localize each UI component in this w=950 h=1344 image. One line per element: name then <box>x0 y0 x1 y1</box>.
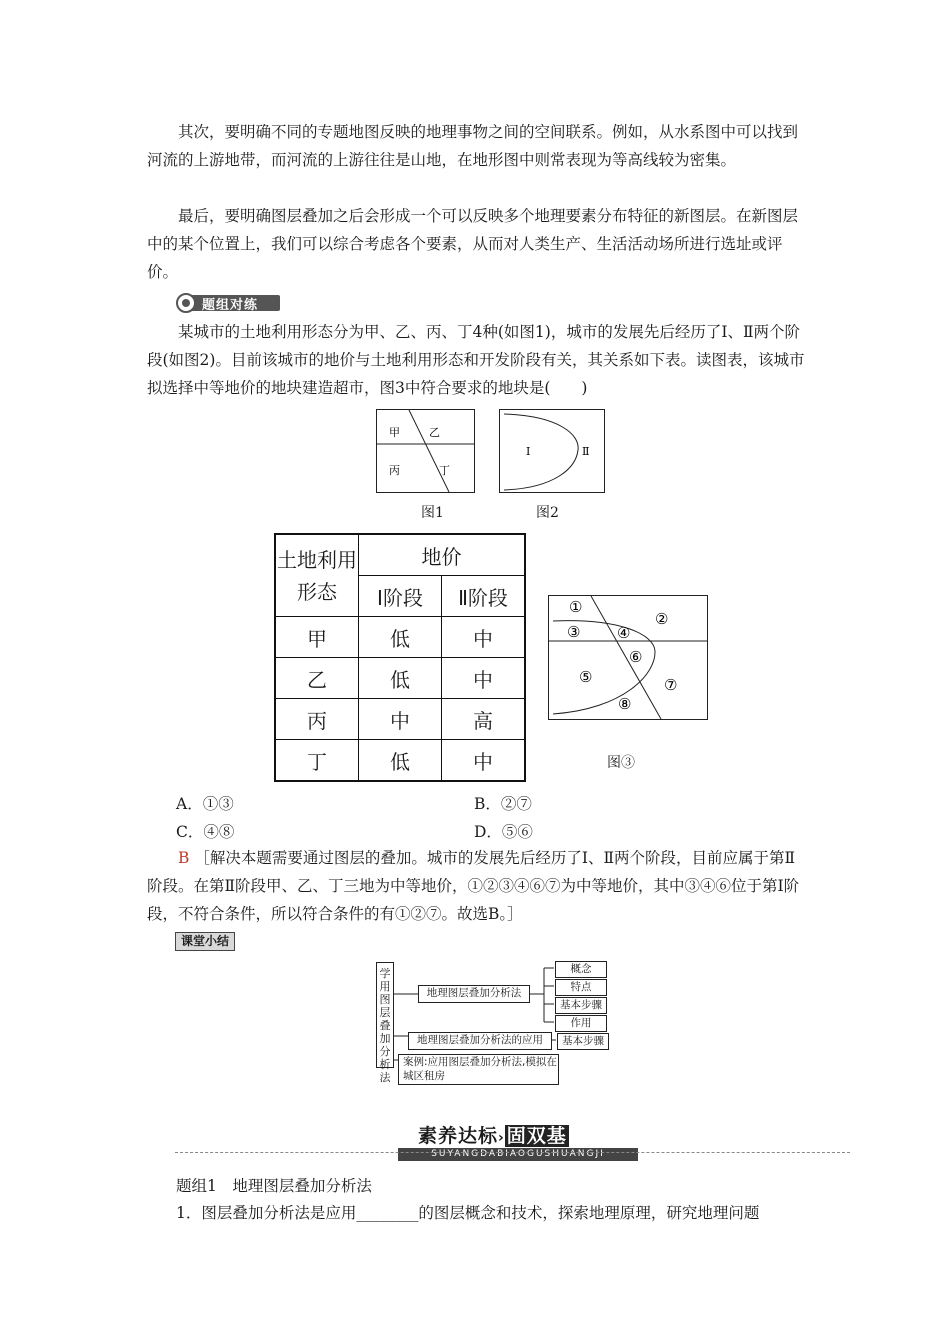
fig3-label-3: ③ <box>567 623 581 641</box>
table-row <box>275 699 525 740</box>
table-header-land-use: 土地利用形态 <box>275 534 359 617</box>
table-cell: 低 <box>359 740 442 782</box>
target-icon <box>176 293 196 313</box>
practice-badge <box>176 293 282 313</box>
summary-branch-method: 地理图层叠加分析法 <box>418 985 530 1003</box>
figure-1-land-use <box>376 409 475 493</box>
table-cell: 中 <box>442 617 526 658</box>
table-cell: 高 <box>442 699 526 740</box>
table-header-stage1: Ⅰ阶段 <box>359 576 442 617</box>
fig1-caption: 图1 <box>421 505 444 521</box>
section-divider <box>175 1152 850 1153</box>
table-cell: 甲 <box>275 617 359 658</box>
figure-3-overlay <box>548 595 708 720</box>
option-a: A．①③ <box>176 795 234 813</box>
table-cell: 中 <box>442 740 526 782</box>
summary-leaf-steps: 基本步骤 <box>555 997 607 1014</box>
fig3-label-4: ④ <box>617 624 631 642</box>
exercise-question-1: 1．图层叠加分析法是应用________的图层概念和技术，探索地理原理，研究地理问题 <box>176 1204 760 1222</box>
fig2-caption: 图2 <box>536 505 559 521</box>
option-d: D．⑤⑥ <box>474 823 533 841</box>
fig1-label-yi: 乙 <box>429 426 440 439</box>
fig3-label-7: ⑦ <box>664 676 678 694</box>
land-price-table <box>274 533 526 782</box>
banner-title: 素养达标› 固双基 <box>418 1125 567 1147</box>
answer-letter: B <box>178 849 190 867</box>
table-header-stage2: Ⅱ阶段 <box>442 576 526 617</box>
fig3-label-5: ⑤ <box>579 668 593 686</box>
fig3-label-2: ② <box>655 610 669 628</box>
table-cell: 低 <box>359 658 442 699</box>
figure-2-stages <box>499 409 605 493</box>
fig3-label-1: ① <box>569 598 583 616</box>
fig3-label-6: ⑥ <box>629 648 643 666</box>
fig2-label-stage1: Ⅰ <box>526 445 531 458</box>
table-cell: 低 <box>359 617 442 658</box>
summary-leaf-steps-2: 基本步骤 <box>557 1033 609 1050</box>
table-header-price: 地价 <box>359 534 526 576</box>
answer-explanation: ［解决本题需要通过图层的叠加。城市的发展先后经历了Ⅰ、Ⅱ两个阶段，目前应属于第Ⅱ阶段。在第Ⅱ阶段甲、乙、丁三地为中等地价，①②③④⑥⑦为中等地价，其中③④⑥位于第Ⅰ阶段，不符合条件，所以符合条件的有①②⑦。故选B。］ <box>147 849 800 923</box>
option-c: C．④⑧ <box>176 823 235 841</box>
exercise-group-title: 题组1 地理图层叠加分析法 <box>176 1177 372 1195</box>
paragraph-spatial-relations: 其次，要明确不同的专题地图反映的地理事物之间的空间联系。例如，从水系图中可以找到河流的上游地带，而河流的上游往往是山地，在地形图中则常表现为等高线较为密集。 <box>147 123 799 169</box>
practice-badge-label: 题组对练 <box>202 298 259 313</box>
banner-subtitle: SUYANGDABIAOGUSHUANGJI <box>398 1148 638 1161</box>
fig3-caption: 图③ <box>607 755 635 771</box>
fig2-label-stage2: Ⅱ <box>582 445 590 458</box>
summary-leaf-function: 作用 <box>555 1015 607 1032</box>
table-cell: 丁 <box>275 740 359 782</box>
option-b: B．②⑦ <box>474 795 532 813</box>
summary-tag: 课堂小结 <box>175 932 235 951</box>
summary-root: 学用图层叠加分析法 <box>376 962 394 1068</box>
summary-branch-application: 地理图层叠加分析法的应用 <box>408 1032 552 1050</box>
fig3-label-8: ⑧ <box>618 695 632 713</box>
answer-block <box>147 844 807 928</box>
table-cell: 乙 <box>275 658 359 699</box>
table-row <box>275 740 525 782</box>
table-row <box>275 617 525 658</box>
paragraph-new-layer: 最后，要明确图层叠加之后会形成一个可以反映多个地理要素分布特征的新图层。在新图层中的某个位置上，我们可以综合考虑各个要素，从而对人类生产、生活活动场所进行选址或评价。 <box>147 207 799 281</box>
table-cell: 中 <box>442 658 526 699</box>
table-cell: 丙 <box>275 699 359 740</box>
table-row <box>275 658 525 699</box>
summary-leaf-features: 特点 <box>555 979 607 996</box>
fig1-label-jia: 甲 <box>389 426 400 439</box>
fig1-label-ding: 丁 <box>439 464 450 477</box>
table-cell: 中 <box>359 699 442 740</box>
fig1-label-bing: 丙 <box>389 464 400 477</box>
question-stem: 某城市的土地利用形态分为甲、乙、丙、丁4种(如图1)，城市的发展先后经历了Ⅰ、Ⅱ两个阶段(如图2)。目前该城市的地价与土地利用形态和开发阶段有关，其关系如下表。读图表，该城市拟选择中等地价的地块建造超市，图3中符合要求的地块是( ) <box>147 323 805 397</box>
summary-branch-case: 案例:应用图层叠加分析法,模拟在城区租房 <box>398 1054 559 1085</box>
summary-leaf-concept: 概念 <box>555 961 607 978</box>
